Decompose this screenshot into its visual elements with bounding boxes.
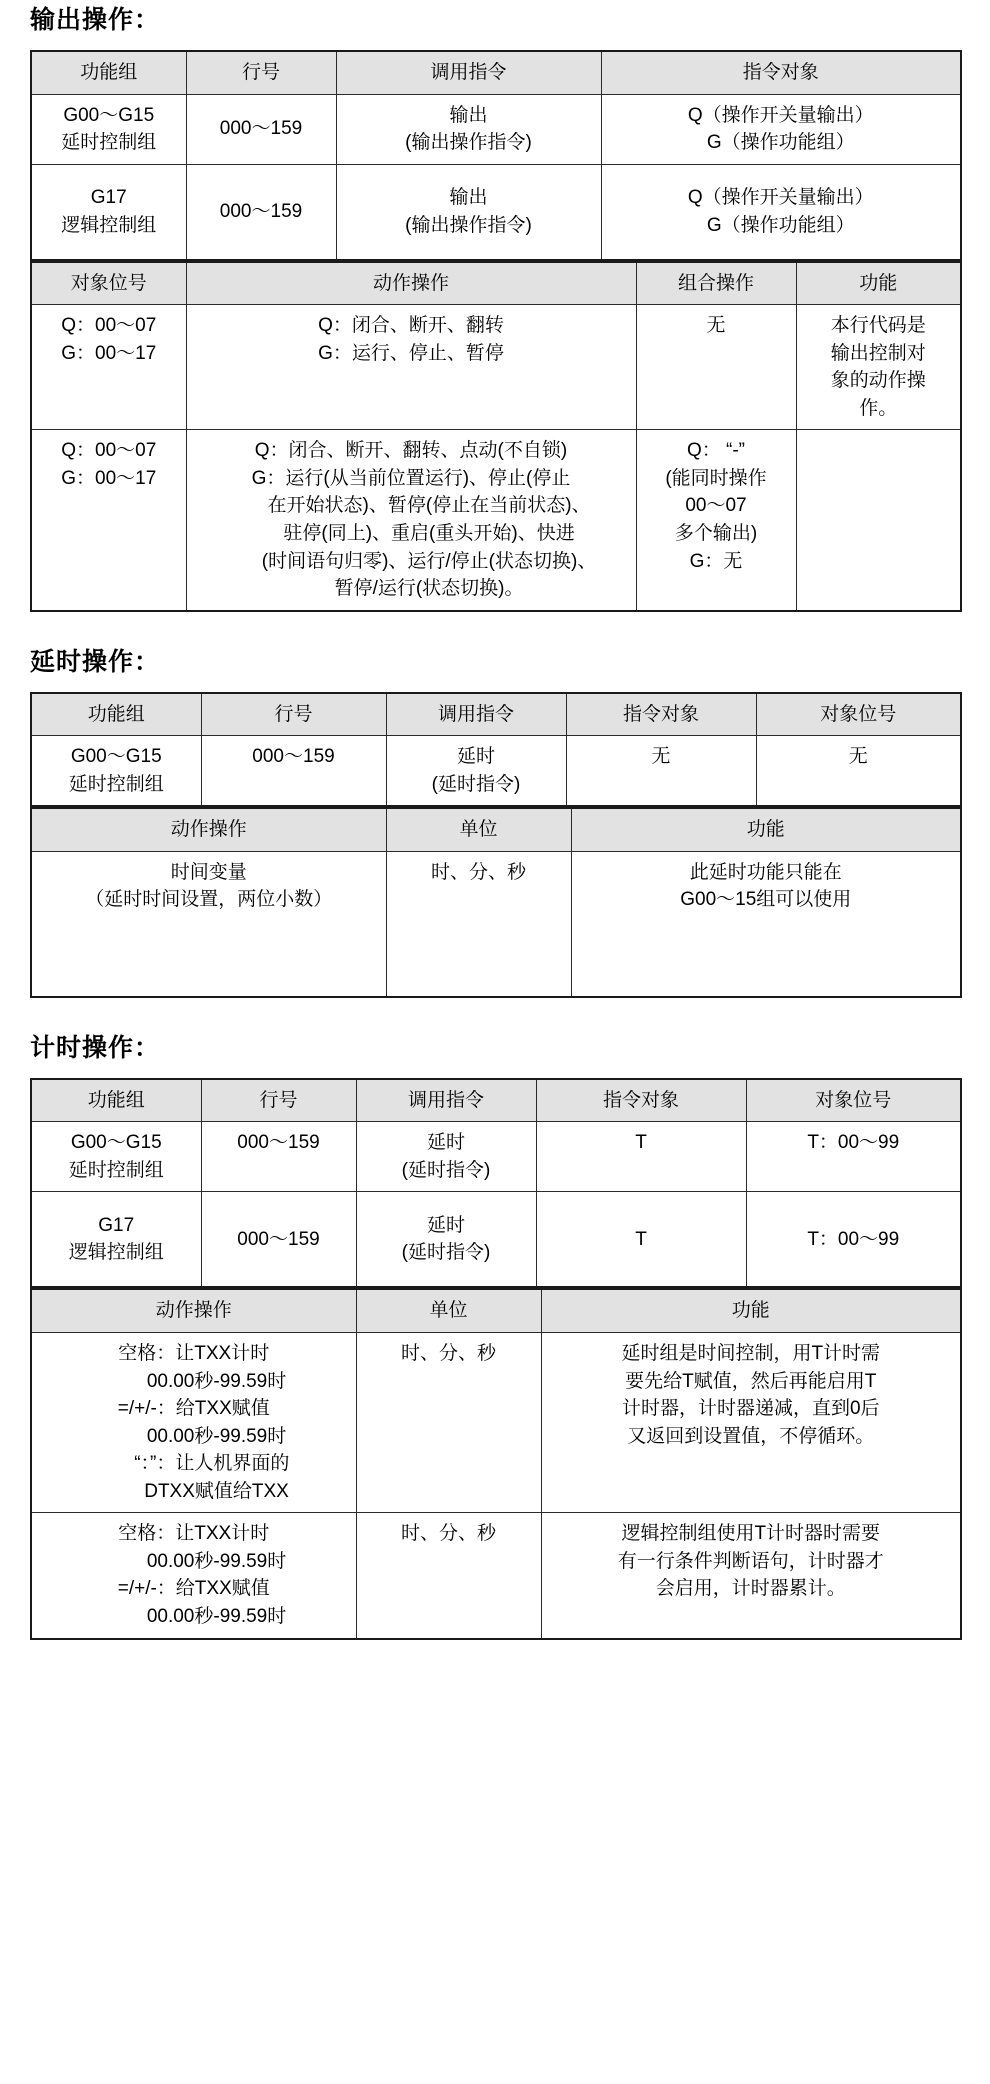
column-header: 功能 [541,1289,961,1332]
table-cell: 空格：让TXX计时 00.00秒-99.59时 =/+/-：给TXX赋值 00.00秒-99.59时 [31,1513,356,1639]
table-cell: 延时 (延时指令) [356,1192,536,1288]
table-row [31,1122,961,1192]
table-cell: G17 逻辑控制组 [31,1192,201,1288]
table-cell: 000～159 [186,164,336,260]
column-header: 调用指令 [386,693,566,736]
table-cell: 输出 (输出操作指令) [336,94,601,164]
column-header: 功能组 [31,51,186,94]
table-row [31,851,961,997]
table-cell: 无 [756,736,961,807]
table-cell: 000～159 [186,94,336,164]
section-title: 计时操作： [30,1033,161,1062]
section-title: 输出操作： [30,6,161,34]
table-header-row [31,808,961,851]
delay-operation-table [30,692,962,808]
column-header: 动作操作 [31,1289,356,1332]
table-cell: T：00～99 [746,1122,961,1192]
column-header: 动作操作 [31,808,386,851]
table-cell: Q（操作开关量输出） G（操作功能组） [601,164,961,260]
table-cell: 时间变量 （延时时间设置，两位小数） [31,851,386,997]
column-header: 对象位号 [31,262,186,305]
delay-operation-detail-table [30,807,962,998]
section-title: 延时操作： [30,647,161,676]
table-cell: T [536,1192,746,1288]
table-cell: G17 逻辑控制组 [31,164,186,260]
section-delay-operation [30,642,960,998]
column-header: 动作操作 [186,262,636,305]
column-header: 调用指令 [336,51,601,94]
table-cell: 000～159 [201,736,386,807]
column-header: 行号 [201,1079,356,1122]
column-header: 行号 [186,51,336,94]
table-cell: 本行代码是 输出控制对 象的动作操 作。 [796,305,961,430]
table-cell: Q： “-” (能同时操作 00～07 多个输出) G：无 [636,430,796,611]
table-cell: G00～G15 延时控制组 [31,1122,201,1192]
table-cell: 延时 (延时指令) [386,736,566,807]
column-header: 行号 [201,693,386,736]
table-cell: Q（操作开关量输出） G（操作功能组） [601,94,961,164]
table-header-row [31,693,961,736]
column-header: 组合操作 [636,262,796,305]
column-header: 对象位号 [746,1079,961,1122]
table-cell: Q：闭合、断开、翻转 G：运行、停止、暂停 [186,305,636,430]
table-cell: 逻辑控制组使用T计时器时需要 有一行条件判断语句，计时器才 会启用，计时器累计。 [541,1513,961,1639]
table-cell: 000～159 [201,1122,356,1192]
timing-operation-table [30,1078,962,1289]
table-header-row [31,262,961,305]
column-header: 功能组 [31,693,201,736]
table-row [31,430,961,611]
table-cell: Q：00～07 G：00～17 [31,430,186,611]
table-cell: 此延时功能只能在 G00～15组可以使用 [571,851,961,997]
section-timing-operation [30,1028,960,1640]
column-header: 单位 [386,808,571,851]
output-operation-table [30,50,962,261]
table-cell: 延时组是时间控制，用T计时需 要先给T赋值，然后再能启用T 计时器，计时器递减，直到0后 又返回到设置值，不停循环。 [541,1333,961,1513]
table-cell: Q：闭合、断开、翻转、点动(不自锁) G：运行(从当前位置运行)、停止(停止 在开始状态)、暂停(停止在当前状态)、 驻停(同上)、重启(重头开始)、快进 (时间语句归零)、运行/停止(状态切换)、 暂停/运行(状态切换)。 [186,430,636,611]
table-header-row [31,1079,961,1122]
timing-operation-detail-table [30,1288,962,1639]
table-cell: T：00～99 [746,1192,961,1288]
column-header: 功能组 [31,1079,201,1122]
column-header: 指令对象 [536,1079,746,1122]
table-cell: 延时 (延时指令) [356,1122,536,1192]
table-cell: 000～159 [201,1192,356,1288]
table-cell: 空格：让TXX计时 00.00秒-99.59时 =/+/-：给TXX赋值 00.00秒-99.59时 “：”：让人机界面的 DTXX赋值给TXX [31,1333,356,1513]
table-header-row [31,1289,961,1332]
column-header: 单位 [356,1289,541,1332]
table-cell [796,430,961,611]
table-cell: 时、分、秒 [356,1333,541,1513]
column-header: 功能 [796,262,961,305]
table-row [31,1513,961,1639]
table-row [31,1333,961,1513]
section-output-operation [30,0,960,612]
table-header-row [31,51,961,94]
column-header: 指令对象 [566,693,756,736]
table-cell: Q：00～07 G：00～17 [31,305,186,430]
column-header: 对象位号 [756,693,961,736]
table-row [31,94,961,164]
table-row [31,305,961,430]
table-cell: 时、分、秒 [386,851,571,997]
table-cell: 无 [636,305,796,430]
table-cell: T [536,1122,746,1192]
table-cell: G00～G15 延时控制组 [31,94,186,164]
table-cell: 无 [566,736,756,807]
table-row [31,164,961,260]
table-row [31,1192,961,1288]
output-operation-detail-table [30,261,962,612]
table-row [31,736,961,807]
column-header: 调用指令 [356,1079,536,1122]
table-cell: 输出 (输出操作指令) [336,164,601,260]
column-header: 功能 [571,808,961,851]
column-header: 指令对象 [601,51,961,94]
table-cell: G00～G15 延时控制组 [31,736,201,807]
table-cell: 时、分、秒 [356,1513,541,1639]
